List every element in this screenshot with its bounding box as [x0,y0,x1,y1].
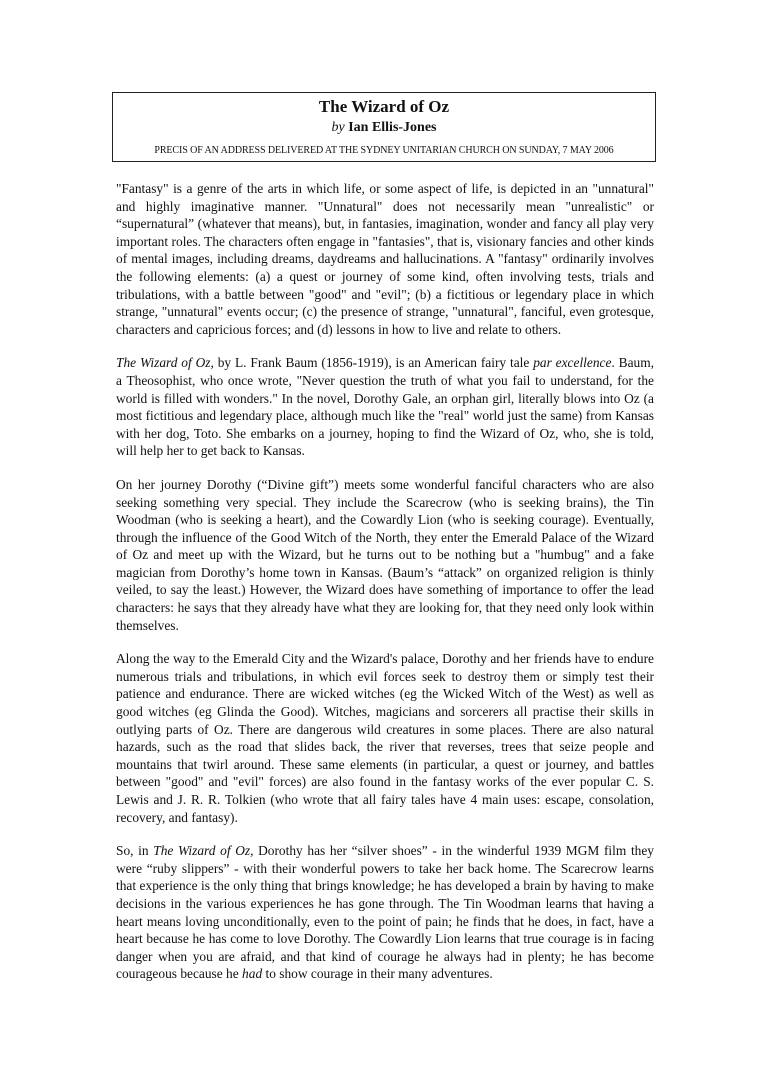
paragraph-5-text-c: to show courage in their many adventures. [262,966,493,982]
paragraph-3: On her journey Dorothy (“Divine gift”) meets some wonderful fanciful characters who are also seeking something very special. They include the Scarecrow (who is seeking brains), the Tin Woodman (who is seeking a heart), and the Cowardly Lion (who is seeking courage). Eventually, through the influence of the Good Witch of the North, they enter the Emerald Palace of the Wizard of Oz and meet up with the Wizard, but he turns out to be nothing but a "humbug" and a fake magician from Dorothy’s home town in Kansas. (Baum’s “attack” on organized religion is thinly veiled, to say the least.) However, the Wizard does have something of importance to offer the lead characters: he says that they already have what they are looking for, that they need only look within themselves. [116,476,654,633]
document-body [116,180,654,983]
book-title: The Wizard of Oz, [116,355,214,371]
paragraph-4: Along the way to the Emerald City and the Wizard's palace, Dorothy and her friends have to endure numerous trials and tribulations, in which evil forces seek to destroy them or simply test their patience and endurance. There are wicked witches (eg the Wicked Witch of the West) as well as good witches (eg Glinda the Good). Witches, magicians and sorcerers all practise their skills in outlying parts of Oz. There are dangerous wild creatures in some places. There are also natural hazards, such as the road that slides back, the river that reverses, trees that seize people and mountains that twirl around. These same elements (in particular, a quest or journey, and battles between "good" and "evil" forces) are also found in the fantasy works of the ever popular C. S. Lewis and J. R. R. Tolkien (who wrote that all fairy tales have 4 main uses: escape, consolation, recovery, and fantasy). [116,651,654,825]
paragraph-2 [116,354,654,460]
byline-by: by [331,120,345,135]
paragraph-5 [116,842,654,983]
author-name: Ian Ellis-Jones [348,120,437,135]
page-title: The Wizard of Oz [318,97,450,116]
paragraph-2-text-b: . Baum, a Theosophist, who once wrote, "Never question the truth of what you fail to understand, for the world is filled with wonders." In the novel, Dorothy Gale, an orphan girl, literally blows into Oz (a most fictitious and legendary place, although much like the "real" world just the same) from Kansas with her dog, Toto. She embarks on a journey, hoping to find the Wizard of Oz, who, she is told, will help her to get back to Kansas. [116,355,654,459]
paragraph-5-text-a: So, in [116,843,154,859]
book-title-2: The Wizard of Oz, [153,843,254,859]
address-subtitle: PRECIS OF AN ADDRESS DELIVERED AT THE SYDNEY UNITARIAN CHURCH ON SUNDAY, 7 MAY 2006 [154,145,614,156]
title-box [112,92,656,162]
italic-had: had [242,966,263,982]
byline [113,119,655,136]
paragraph-1: "Fantasy" is a genre of the arts in which life, or some aspect of life, is depicted in an "unnatural" and highly imaginative manner. "Unnatural" does not necessarily mean "unrealistic" or “supernatural” (whatever that means), but, in fantasies, imagination, wonder and fancy all play very important roles. The characters often engage in "fantasies", that is, visionary fancies and other kinds of mental images, including dreams, daydreams and hallucinations. A "fantasy" ordinarily involves the following elements: (a) a quest or journey of some kind, often involving tests, trials and tribulations, with a battle between "good" and "evil"; (b) a fictitious or legendary place in which strange, "unnatural" events occur; (c) the presence of strange, "unnatural", fanciful, even grotesque, characters and capricious forces; and (d) lessons in how to live and relate to others. [116,181,654,337]
par-excellence: par excellence [533,355,612,371]
paragraph-5-text-b: Dorothy has her “silver shoes” - in the winderful 1939 MGM film they were “ruby slippers” - with their wonderful powers to take her back home. The Scarecrow learns that experience is the only thing that brings knowledge; he has developed a brain by having to make decisions in the various experiences he has gone through. The Tin Woodman learns that having a heart means loving unconditionally, even to the point of pain; he finds that he does, in fact, have a heart because he has come to love Dorothy. The Cowardly Lion learns that true courage is in facing danger when you are afraid, and that kind of courage he always had in plenty; he has become courageous because he [116,843,654,982]
paragraph-2-text-a: by L. Frank Baum (1856-1919), is an American fairy tale [213,355,534,371]
